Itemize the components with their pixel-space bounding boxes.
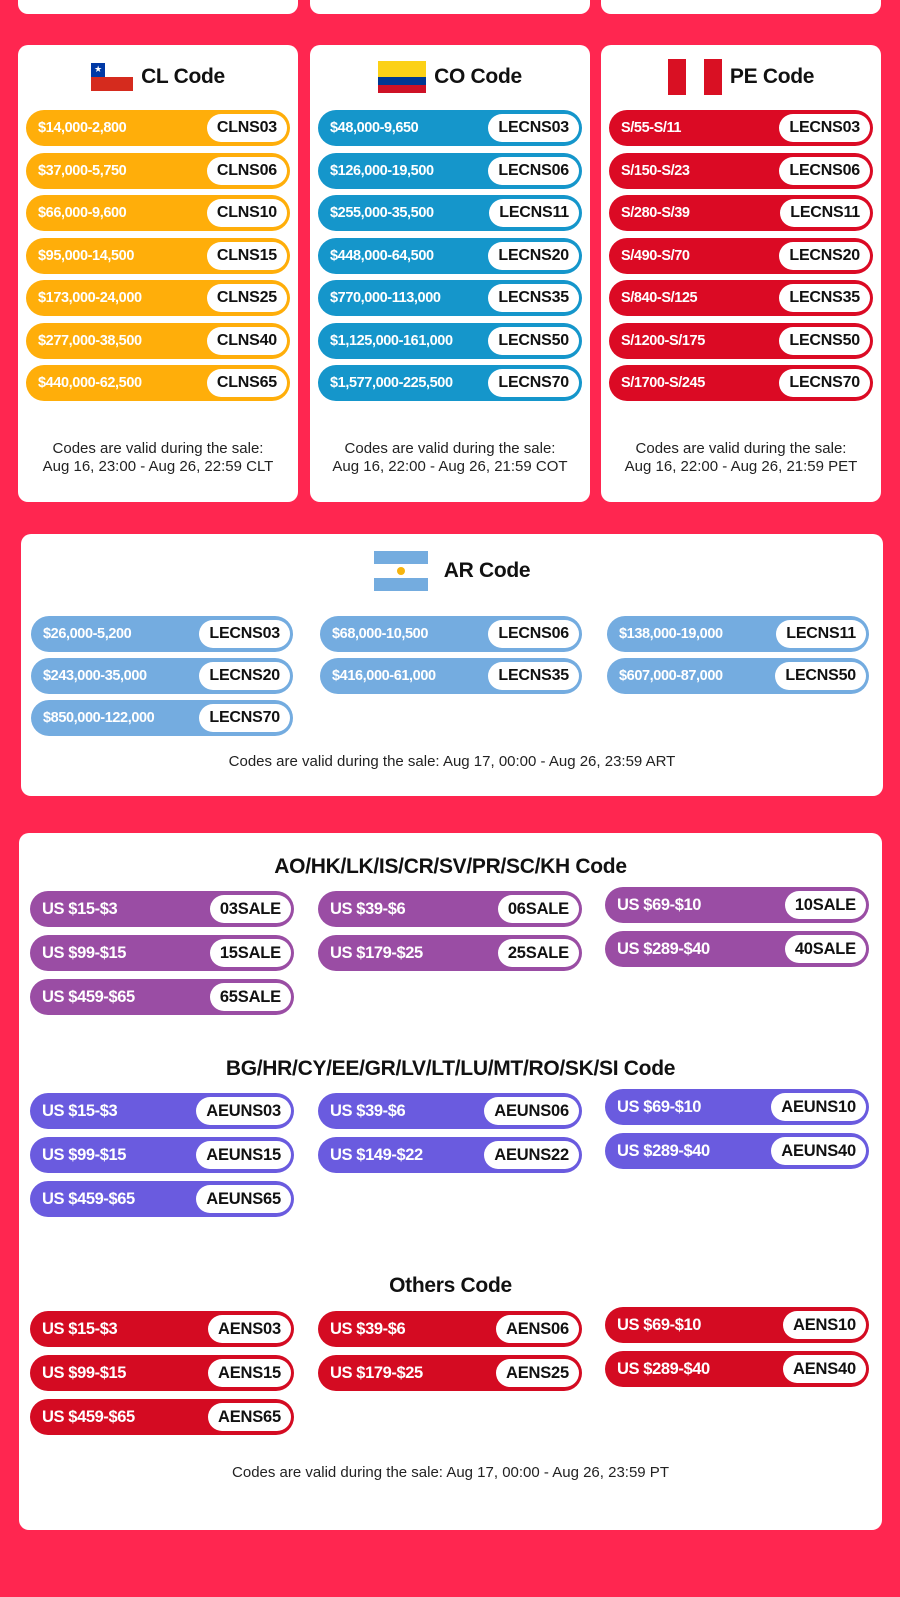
pe-code-pill[interactable] <box>609 280 873 316</box>
pe-code-pill[interactable] <box>609 238 873 274</box>
cl-card-header <box>18 62 298 92</box>
pe-note-line2: Aug 16, 22:00 - Aug 26, 21:59 PET <box>624 458 858 475</box>
ao-code-pill[interactable] <box>605 887 869 923</box>
cl-price-range: $440,000-62,500 <box>38 375 142 391</box>
co-coupon-code[interactable]: LECNS20 <box>488 242 579 270</box>
ao-price-range: US $179-$25 <box>330 943 423 962</box>
cl-code-pill[interactable] <box>26 110 290 146</box>
pe-price-range: S/1200-S/175 <box>621 332 705 349</box>
co-note-line1: Codes are valid during the sale: <box>344 440 556 457</box>
eu-coupon-code[interactable]: AEUNS10 <box>771 1093 866 1121</box>
others-code-pill[interactable] <box>30 1399 294 1435</box>
ar-coupon-code[interactable]: LECNS50 <box>775 662 866 690</box>
eu-coupon-code[interactable]: AEUNS65 <box>196 1185 291 1213</box>
co-coupon-code[interactable]: LECNS70 <box>488 369 579 397</box>
co-validity-note <box>310 440 590 476</box>
co-coupon-code[interactable]: LECNS03 <box>488 114 579 142</box>
others-coupon-code[interactable]: AENS10 <box>783 1311 866 1339</box>
chile-flag-icon: ★ <box>91 63 133 91</box>
cl-price-range: $37,000-5,750 <box>38 162 127 179</box>
others-section-title: Others Code <box>389 1274 512 1297</box>
co-code-pill[interactable] <box>318 365 582 401</box>
pe-card-header <box>601 59 881 95</box>
colombia-flag-icon <box>378 61 426 93</box>
pe-price-range: S/55-S/11 <box>621 120 682 136</box>
cl-code-pill[interactable] <box>26 365 290 401</box>
ao-price-range: US $99-$15 <box>42 943 127 962</box>
pe-coupon-code[interactable]: LECNS11 <box>780 199 870 227</box>
pe-code-pill[interactable] <box>609 195 873 231</box>
ar-price-range: $243,000-35,000 <box>43 668 147 684</box>
others-coupon-code[interactable]: AENS03 <box>208 1315 291 1343</box>
pe-coupon-code[interactable]: LECNS70 <box>779 369 870 397</box>
others-price-range: US $39-$6 <box>330 1319 406 1338</box>
cl-coupon-code[interactable]: CLNS65 <box>207 369 287 397</box>
ar-coupon-code[interactable]: LECNS20 <box>199 662 290 690</box>
cl-price-range: $14,000-2,800 <box>38 120 127 136</box>
cl-coupon-code[interactable]: CLNS15 <box>207 242 287 270</box>
ar-price-range: $26,000-5,200 <box>43 626 132 642</box>
cl-validity-note <box>18 440 298 476</box>
cl-note-line2: Aug 16, 23:00 - Aug 26, 22:59 CLT <box>42 458 274 475</box>
pe-price-range: S/280-S/39 <box>621 205 690 221</box>
pe-coupon-code[interactable]: LECNS06 <box>779 157 870 185</box>
cl-coupon-code[interactable]: CLNS40 <box>207 327 287 355</box>
eu-code-pill[interactable] <box>30 1137 294 1173</box>
pe-coupon-code[interactable]: LECNS50 <box>779 327 870 355</box>
co-coupon-code[interactable]: LECNS11 <box>489 199 579 227</box>
top-card-right-partial <box>601 0 881 14</box>
cl-code-pill[interactable] <box>26 280 290 316</box>
cl-coupon-code[interactable]: CLNS03 <box>207 114 287 142</box>
ao-coupon-code[interactable]: 15SALE <box>210 939 291 967</box>
ar-card-header <box>21 551 883 591</box>
others-coupon-code[interactable]: AENS40 <box>783 1355 866 1383</box>
co-code-pill[interactable] <box>318 238 582 274</box>
co-price-range: $48,000-9,650 <box>330 120 419 136</box>
co-code-pill[interactable] <box>318 323 582 359</box>
ao-coupon-code[interactable]: 40SALE <box>785 935 866 963</box>
eu-code-pill[interactable] <box>318 1093 582 1129</box>
ar-price-range: $850,000-122,000 <box>43 710 155 726</box>
pe-price-range: S/1700-S/245 <box>621 375 705 391</box>
ao-coupon-code[interactable]: 65SALE <box>210 983 291 1011</box>
others-code-pill[interactable] <box>605 1351 869 1387</box>
cl-price-range: $173,000-24,000 <box>38 290 142 306</box>
co-price-range: $1,125,000-161,000 <box>330 332 453 349</box>
eu-price-range: US $459-$65 <box>42 1189 135 1208</box>
eu-coupon-code[interactable]: AEUNS06 <box>484 1097 579 1125</box>
ar-card-title: AR Code <box>443 559 531 582</box>
co-price-range: $1,577,000-225,500 <box>330 375 453 391</box>
ar-code-pill[interactable] <box>320 658 582 694</box>
pe-code-pill[interactable] <box>609 110 873 146</box>
ar-coupon-code[interactable]: LECNS03 <box>199 620 290 648</box>
ao-coupon-code[interactable]: 06SALE <box>498 895 579 923</box>
ao-price-range: US $15-$3 <box>42 899 118 918</box>
co-price-range: $255,000-35,500 <box>330 205 434 221</box>
others-coupon-code[interactable]: AENS25 <box>496 1359 579 1387</box>
eu-code-pill[interactable] <box>30 1181 294 1217</box>
ar-price-range: $607,000-87,000 <box>619 668 723 684</box>
ar-coupon-code[interactable]: LECNS11 <box>776 620 866 648</box>
cl-price-range: $66,000-9,600 <box>38 205 127 221</box>
co-price-range: $448,000-64,500 <box>330 247 434 264</box>
pe-code-card <box>601 45 881 502</box>
others-code-pill[interactable] <box>30 1355 294 1391</box>
others-code-pill[interactable] <box>605 1307 869 1343</box>
ar-price-range: $68,000-10,500 <box>332 626 428 642</box>
pe-price-range: S/490-S/70 <box>621 247 690 264</box>
others-validity-note: Codes are valid during the sale: Aug 17, 00:00 - Aug 26, 23:59 PT <box>232 1464 669 1481</box>
peru-flag-icon <box>668 59 722 95</box>
ao-section-title: AO/HK/LK/IS/CR/SV/PR/SC/KH Code <box>274 855 627 878</box>
others-coupon-code[interactable]: AENS15 <box>208 1359 291 1387</box>
ao-code-pill[interactable] <box>30 979 294 1015</box>
cl-code-pill[interactable] <box>26 238 290 274</box>
eu-coupon-code[interactable]: AEUNS40 <box>771 1137 866 1165</box>
others-code-pill[interactable] <box>318 1355 582 1391</box>
co-note-line2: Aug 16, 22:00 - Aug 26, 21:59 COT <box>332 458 568 475</box>
others-price-range: US $289-$40 <box>617 1359 710 1378</box>
ao-coupon-code[interactable]: 10SALE <box>785 891 866 919</box>
eu-code-pill[interactable] <box>30 1093 294 1129</box>
eu-price-range: US $15-$3 <box>42 1101 118 1120</box>
pe-price-range: S/150-S/23 <box>621 162 690 179</box>
ao-code-pill[interactable] <box>30 935 294 971</box>
cl-code-pill[interactable] <box>26 323 290 359</box>
pe-code-pill[interactable] <box>609 365 873 401</box>
ar-code-pill[interactable] <box>31 700 293 736</box>
cl-price-range: $95,000-14,500 <box>38 247 134 264</box>
eu-code-pill[interactable] <box>605 1089 869 1125</box>
eu-code-pill[interactable] <box>605 1133 869 1169</box>
cl-coupon-code[interactable]: CLNS25 <box>207 284 287 312</box>
cl-coupon-code[interactable]: CLNS06 <box>207 157 287 185</box>
ao-price-range: US $39-$6 <box>330 899 406 918</box>
cl-code-pill[interactable] <box>26 195 290 231</box>
others-coupon-code[interactable]: AENS06 <box>496 1315 579 1343</box>
ar-code-pill[interactable] <box>320 616 582 652</box>
eu-price-range: US $149-$22 <box>330 1145 423 1164</box>
others-code-pill[interactable] <box>318 1311 582 1347</box>
co-code-pill[interactable] <box>318 195 582 231</box>
eu-coupon-code[interactable]: AEUNS22 <box>484 1141 579 1169</box>
ar-price-range: $138,000-19,000 <box>619 626 723 642</box>
others-price-range: US $179-$25 <box>330 1363 423 1382</box>
ao-price-range: US $289-$40 <box>617 939 710 958</box>
pe-code-pill[interactable] <box>609 323 873 359</box>
cl-price-range: $277,000-38,500 <box>38 332 142 349</box>
co-code-card <box>310 45 590 502</box>
ar-code-pill[interactable] <box>607 616 869 652</box>
eu-price-range: US $289-$40 <box>617 1141 710 1160</box>
pe-price-range: S/840-S/125 <box>621 290 698 306</box>
ao-code-pill[interactable] <box>30 891 294 927</box>
ar-code-pill[interactable] <box>607 658 869 694</box>
co-card-title: CO Code <box>434 65 522 88</box>
eu-price-range: US $39-$6 <box>330 1101 406 1120</box>
ar-code-card <box>21 534 883 796</box>
co-code-pill[interactable] <box>318 280 582 316</box>
others-price-range: US $459-$65 <box>42 1407 135 1426</box>
co-coupon-code[interactable]: LECNS50 <box>488 327 579 355</box>
others-price-range: US $69-$10 <box>617 1315 702 1334</box>
others-price-range: US $99-$15 <box>42 1363 127 1382</box>
argentina-flag-icon <box>374 551 428 591</box>
top-card-middle-partial <box>310 0 590 14</box>
ao-price-range: US $69-$10 <box>617 895 702 914</box>
ar-price-range: $416,000-61,000 <box>332 668 436 684</box>
co-code-pill[interactable] <box>318 153 582 189</box>
pe-coupon-code[interactable]: LECNS20 <box>779 242 870 270</box>
eu-coupon-code[interactable]: AEUNS03 <box>196 1097 291 1125</box>
eu-price-range: US $69-$10 <box>617 1097 702 1116</box>
cl-code-card <box>18 45 298 502</box>
co-price-range: $126,000-19,500 <box>330 162 434 179</box>
ar-code-pill[interactable] <box>31 616 293 652</box>
ar-coupon-code[interactable]: LECNS35 <box>488 662 579 690</box>
pe-card-title: PE Code <box>729 65 815 88</box>
eu-price-range: US $99-$15 <box>42 1145 127 1164</box>
ar-coupon-code[interactable]: LECNS70 <box>199 704 290 732</box>
global-codes-card <box>19 833 882 1530</box>
pe-validity-note <box>601 440 881 476</box>
co-price-range: $770,000-113,000 <box>330 290 441 306</box>
others-price-range: US $15-$3 <box>42 1319 118 1338</box>
eu-code-pill[interactable] <box>318 1137 582 1173</box>
pe-coupon-code[interactable]: LECNS03 <box>779 114 870 142</box>
ao-code-pill[interactable] <box>605 931 869 967</box>
cl-note-line1: Codes are valid during the sale: <box>52 440 264 457</box>
ar-coupon-code[interactable]: LECNS06 <box>488 620 579 648</box>
eu-coupon-code[interactable]: AEUNS15 <box>196 1141 291 1169</box>
pe-note-line1: Codes are valid during the sale: <box>635 440 847 457</box>
ao-coupon-code[interactable]: 25SALE <box>498 939 579 967</box>
ao-code-pill[interactable] <box>318 891 582 927</box>
cl-code-pill[interactable] <box>26 153 290 189</box>
ar-validity-note: Codes are valid during the sale: Aug 17, 00:00 - Aug 26, 23:59 ART <box>228 753 676 770</box>
co-coupon-code[interactable]: LECNS06 <box>488 157 579 185</box>
ao-code-pill[interactable] <box>318 935 582 971</box>
co-card-header <box>310 62 590 92</box>
ar-code-pill[interactable] <box>31 658 293 694</box>
others-code-pill[interactable] <box>30 1311 294 1347</box>
top-card-left-partial <box>18 0 298 14</box>
co-code-pill[interactable] <box>318 110 582 146</box>
pe-coupon-code[interactable]: LECNS35 <box>779 284 870 312</box>
others-coupon-code[interactable]: AENS65 <box>208 1403 291 1431</box>
eu-section-title: BG/HR/CY/EE/GR/LV/LT/LU/MT/RO/SK/SI Code <box>225 1057 676 1080</box>
pe-code-pill[interactable] <box>609 153 873 189</box>
ao-coupon-code[interactable]: 03SALE <box>210 895 291 923</box>
cl-card-title: CL Code <box>141 65 225 88</box>
co-coupon-code[interactable]: LECNS35 <box>488 284 579 312</box>
cl-coupon-code[interactable]: CLNS10 <box>207 199 287 227</box>
ao-price-range: US $459-$65 <box>42 987 135 1006</box>
